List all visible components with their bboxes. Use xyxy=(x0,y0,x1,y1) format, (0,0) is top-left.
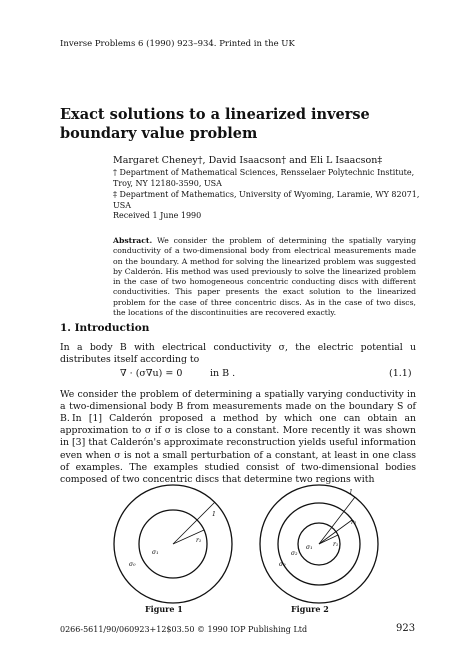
figure-2-diagram xyxy=(254,482,384,607)
journal-header: Inverse Problems 6 (1990) 923–934. Printed in the UK xyxy=(60,39,295,49)
affiliation-1: † Department of Mathematical Sciences, Rensselaer Polytechnic Institute, Troy, NY 12180-3590, USA xyxy=(113,168,415,188)
equation-expression: ∇ · (σ∇u) = 0 xyxy=(120,368,183,379)
fig2-middle-sigma-label: σ₂ xyxy=(291,550,298,557)
affiliation-2: ‡ Department of Mathematics, University of Wyoming, Laramie, WY 82071, USA xyxy=(113,190,420,210)
section-heading: 1. Introduction xyxy=(60,322,150,334)
figure-1-caption: Figure 1 xyxy=(145,604,183,614)
figure-1-diagram xyxy=(108,482,238,607)
abstract-label: Abstract. xyxy=(113,236,153,245)
equation-number: (1.1) xyxy=(389,368,412,379)
fig2-middle-radius-label: r₂ xyxy=(351,519,357,526)
fig2-outer-radius-label: 1 xyxy=(349,489,353,496)
author-list: Margaret Cheney†, David Isaacson† and Eli L Isaacson‡ xyxy=(113,155,383,166)
fig1-inner-sigma-label: σ₁ xyxy=(152,549,159,556)
page-number: 923 xyxy=(396,623,416,634)
fig2-inner-sigma-label: σ₁ xyxy=(306,544,313,551)
fig2-inner-radius-label: r₁ xyxy=(333,541,339,548)
received-date: Received 1 June 1990 xyxy=(113,211,202,220)
footer-copyright: 0266-5611/90/060923+12$03.50 © 1990 IOP Publishing Ltd xyxy=(60,625,308,634)
paragraph-3: In [1] Calderón proposed a method by which one can obtain an approximation to σ if σ is close to a constant. More recently it was shown in [3] that Calderón's approximate reconstruction yields useful information even when σ is not a small perturbation of a constant, at least in one class of examples. The examples studied consist of two-dimensional bodies composed of two concentric discs that determine two regions with xyxy=(60,413,416,486)
abstract-text: We consider the problem of determining the spatially varying conductivity of a two-dimensional body from electrical measurements made on the boundary. A method for solving the linearized problem was suggested by Calderón. His method was used previously to solve the linearized problem in the case of two homogeneous concentric conducting discs with different conductivities. This paper presents the exact solution to the linearized problem for the case of three concentric discs. As in the case of two discs, the locations of the discontinuities are recovered exactly. xyxy=(113,236,416,318)
fig1-outer-radius-line xyxy=(173,502,215,544)
fig2-outer-radius-line xyxy=(319,497,355,544)
fig1-outer-sigma-label: σ₀ xyxy=(129,561,136,568)
paragraph-1: In a body B with electrical conductivity σ, the electric potential u distributes itself according to xyxy=(60,342,416,366)
paper-title: Exact solutions to a linearized inverse boundary value problem xyxy=(60,106,370,142)
equation-domain: in B . xyxy=(210,368,236,379)
abstract xyxy=(113,236,416,318)
fig1-outer-radius-label: 1 xyxy=(212,511,216,518)
fig1-inner-radius-label: r₁ xyxy=(196,537,202,544)
paragraph-2: We consider the problem of determining a spatially varying conductivity in a two-dimensional body B from measurements made on the boundary S of B. xyxy=(60,389,416,425)
figure-2-caption: Figure 2 xyxy=(291,604,329,614)
fig2-outer-sigma-label: σ₀ xyxy=(279,561,286,568)
